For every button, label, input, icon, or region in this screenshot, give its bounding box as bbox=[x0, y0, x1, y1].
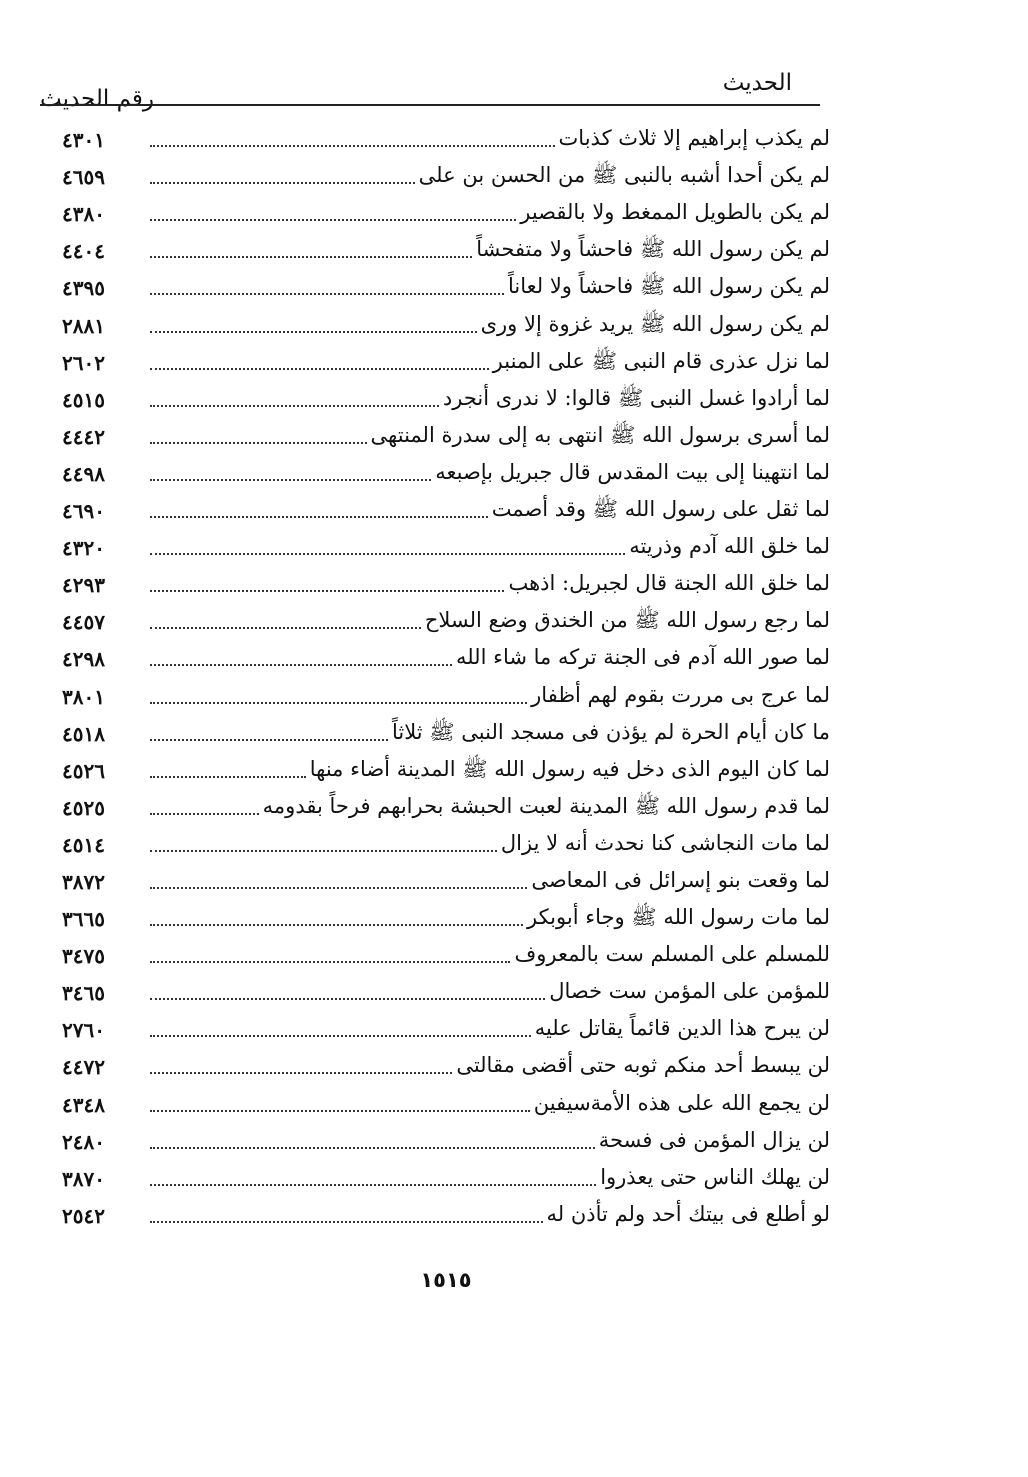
dotted-leader bbox=[150, 1110, 530, 1112]
index-row bbox=[62, 264, 830, 301]
index-row bbox=[62, 487, 830, 524]
dotted-leader bbox=[150, 776, 306, 778]
hadith-number: ٤٥١٤ bbox=[62, 832, 105, 857]
hadith-text: لما وقعت بنو إسرائل فى المعاصى bbox=[531, 867, 830, 892]
index-row bbox=[62, 339, 830, 376]
hadith-number: ٢٦٠٢ bbox=[62, 350, 105, 375]
hadith-number: ٢٨٨١ bbox=[62, 313, 105, 338]
hadith-text: لن يبرح هذا الدين قائماً يقاتل عليه bbox=[534, 1016, 830, 1041]
dotted-leader bbox=[150, 1221, 543, 1223]
dotted-leader bbox=[150, 256, 472, 258]
dotted-leader bbox=[150, 479, 431, 481]
hadith-text: لما عرج بى مررت بقوم لهم أظفار bbox=[531, 682, 830, 707]
hadith-text: لما خلق الله آدم وذريته bbox=[629, 534, 830, 559]
index-row bbox=[62, 376, 830, 413]
hadith-text: لما أرادوا غسل النبى ﷺ قالوا: لا ندرى أنجرد bbox=[442, 385, 830, 410]
index-row bbox=[62, 1043, 830, 1080]
hadith-text: للمسلم على المسلم ست بالمعروف bbox=[514, 942, 830, 967]
index-row bbox=[62, 1080, 830, 1117]
hadith-text: لما انتهينا إلى بيت المقدس قال جبريل بإصبعه bbox=[435, 459, 830, 484]
hadith-number: ٤٣٢٠ bbox=[62, 536, 105, 561]
hadith-text: لن يزال المؤمن فى فسحة bbox=[598, 1127, 830, 1152]
dotted-leader bbox=[150, 516, 488, 518]
hadith-text: لن يهلك الناس حتى يعذروا bbox=[600, 1164, 830, 1189]
dotted-leader bbox=[150, 590, 504, 592]
hadith-text: لما ثقل على رسول الله ﷺ وقد أصمت bbox=[491, 497, 830, 522]
dotted-leader bbox=[150, 702, 527, 704]
dotted-leader bbox=[150, 850, 497, 852]
dotted-leader bbox=[150, 1147, 595, 1149]
dotted-leader bbox=[150, 627, 421, 629]
index-row bbox=[62, 116, 830, 153]
hadith-number: ٤٤٠٤ bbox=[62, 239, 105, 264]
hadith-text: لما خلق الله الجنة قال لجبريل: اذهب bbox=[508, 571, 830, 596]
dotted-leader bbox=[150, 293, 504, 295]
index-row bbox=[62, 895, 830, 932]
hadith-number: ٤٢٩٣ bbox=[62, 573, 105, 598]
index-row bbox=[62, 672, 830, 709]
hadith-number: ٤٦٩٠ bbox=[62, 499, 105, 524]
index-row bbox=[62, 747, 830, 784]
dotted-leader bbox=[150, 961, 510, 963]
hadith-text: لم يكذب إبراهيم إلا ثلاث كذبات bbox=[558, 126, 830, 151]
hadith-text: للمؤمن على المؤمن ست خصال bbox=[549, 979, 830, 1004]
dotted-leader bbox=[150, 182, 415, 184]
dotted-leader bbox=[150, 739, 388, 741]
hadith-text: لم يكن رسول الله ﷺ فاحشاً ولا متفحشاً bbox=[476, 237, 830, 262]
index-row bbox=[62, 153, 830, 190]
dotted-leader bbox=[150, 1072, 452, 1074]
hadith-number: ٤٥٢٦ bbox=[62, 758, 105, 783]
hadith-number: ٣٨٧٠ bbox=[62, 1166, 105, 1191]
hadith-number: ٣٨٧٢ bbox=[62, 869, 105, 894]
index-row bbox=[62, 969, 830, 1006]
hadith-number: ٤٤٩٨ bbox=[62, 461, 105, 486]
hadith-number: ٢٤٨٠ bbox=[62, 1129, 105, 1154]
hadith-number: ٤٢٩٨ bbox=[62, 647, 105, 672]
hadith-text: لما رجع رسول الله ﷺ من الخندق وضع السلاح bbox=[424, 608, 830, 633]
index-row bbox=[62, 524, 830, 561]
hadith-text: لن يبسط أحد منكم ثوبه حتى أقضى مقالتى bbox=[456, 1053, 830, 1078]
dotted-leader bbox=[150, 813, 259, 815]
hadith-number: ٤٥٢٥ bbox=[62, 795, 105, 820]
hadith-text: لو أطلع فى بيتك أحد ولم تأذن له bbox=[546, 1201, 830, 1226]
hadith-number: ٣٤٦٥ bbox=[62, 981, 105, 1006]
dotted-leader bbox=[150, 219, 516, 221]
hadith-text: لما مات رسول الله ﷺ وجاء أبوبكر bbox=[526, 905, 830, 930]
column-header-hadith: الحديث bbox=[722, 70, 792, 96]
dotted-leader bbox=[150, 998, 545, 1000]
page-number: ١٥١٥ bbox=[420, 1268, 472, 1292]
hadith-text: لما نزل عذرى قام النبى ﷺ على المنبر bbox=[492, 348, 830, 373]
index-row bbox=[62, 1118, 830, 1155]
hadith-index-list bbox=[62, 116, 830, 1229]
hadith-number: ٤٤٥٧ bbox=[62, 610, 105, 635]
dotted-leader bbox=[150, 405, 439, 407]
hadith-text: ما كان أيام الحرة لم يؤذن فى مسجد النبى ﷺ ثلاثاً bbox=[391, 719, 830, 744]
index-row bbox=[62, 561, 830, 598]
hadith-text: لما قدم رسول الله ﷺ المدينة لعبت الحبشة بحرابهم فرحاً بقدومه bbox=[262, 793, 830, 818]
hadith-number: ٤٣٠١ bbox=[62, 128, 105, 153]
hadith-number: ٤٤٧٢ bbox=[62, 1055, 105, 1080]
hadith-number: ٤٥١٨ bbox=[62, 721, 105, 746]
dotted-leader bbox=[150, 368, 489, 370]
dotted-leader bbox=[150, 1184, 596, 1186]
header-divider bbox=[40, 104, 820, 106]
index-row bbox=[62, 598, 830, 635]
dotted-leader bbox=[150, 887, 527, 889]
dotted-leader bbox=[150, 331, 477, 333]
dotted-leader bbox=[150, 664, 452, 666]
hadith-number: ٤٣٨٠ bbox=[62, 202, 105, 227]
index-row bbox=[62, 301, 830, 338]
index-row bbox=[62, 635, 830, 672]
index-row bbox=[62, 821, 830, 858]
hadith-text: لما صور الله آدم فى الجنة تركه ما شاء الله bbox=[455, 645, 830, 670]
index-row bbox=[62, 1192, 830, 1229]
hadith-number: ٣٦٦٥ bbox=[62, 907, 105, 932]
hadith-text: لما كان اليوم الذى دخل فيه رسول الله ﷺ المدينة أضاء منها bbox=[309, 756, 830, 781]
column-header-hadith-number: رقم الحديث bbox=[40, 86, 155, 112]
index-row bbox=[62, 413, 830, 450]
index-row bbox=[62, 858, 830, 895]
hadith-text: لم يكن بالطويل الممغط ولا بالقصير bbox=[520, 200, 830, 225]
hadith-number: ٤٣٩٥ bbox=[62, 276, 105, 301]
hadith-text: لم يكن رسول الله ﷺ يريد غزوة إلا ورى bbox=[480, 311, 830, 336]
dotted-leader bbox=[150, 924, 523, 926]
hadith-number: ٢٥٤٢ bbox=[62, 1203, 105, 1228]
index-row bbox=[62, 1006, 830, 1043]
hadith-number: ٣٤٧٥ bbox=[62, 944, 105, 969]
hadith-text: لما مات النجاشى كنا نحدث أنه لا يزال bbox=[500, 830, 830, 855]
hadith-number: ٣٨٠١ bbox=[62, 684, 105, 709]
hadith-number: ٤٣٤٨ bbox=[62, 1092, 105, 1117]
index-row bbox=[62, 784, 830, 821]
hadith-number: ٤٤٤٢ bbox=[62, 424, 105, 449]
hadith-number: ٤٦٥٩ bbox=[62, 165, 105, 190]
hadith-number: ٤٥١٥ bbox=[62, 387, 105, 412]
hadith-text: لم يكن رسول الله ﷺ فاحشاً ولا لعاناً bbox=[507, 274, 830, 299]
dotted-leader bbox=[150, 145, 555, 147]
index-row bbox=[62, 450, 830, 487]
hadith-number: ٢٧٦٠ bbox=[62, 1018, 105, 1043]
index-row bbox=[62, 227, 830, 264]
dotted-leader bbox=[150, 442, 367, 444]
index-row bbox=[62, 1155, 830, 1192]
hadith-text: لن يجمع الله على هذه الأمةسيفين bbox=[533, 1090, 830, 1115]
hadith-text: لما أسرى برسول الله ﷺ انتهى به إلى سدرة المنتهى bbox=[370, 422, 830, 447]
index-row bbox=[62, 190, 830, 227]
index-row bbox=[62, 710, 830, 747]
index-row bbox=[62, 932, 830, 969]
dotted-leader bbox=[150, 1035, 531, 1037]
dotted-leader bbox=[150, 553, 625, 555]
hadith-text: لم يكن أحدا أشبه بالنبى ﷺ من الحسن بن على bbox=[418, 163, 830, 188]
